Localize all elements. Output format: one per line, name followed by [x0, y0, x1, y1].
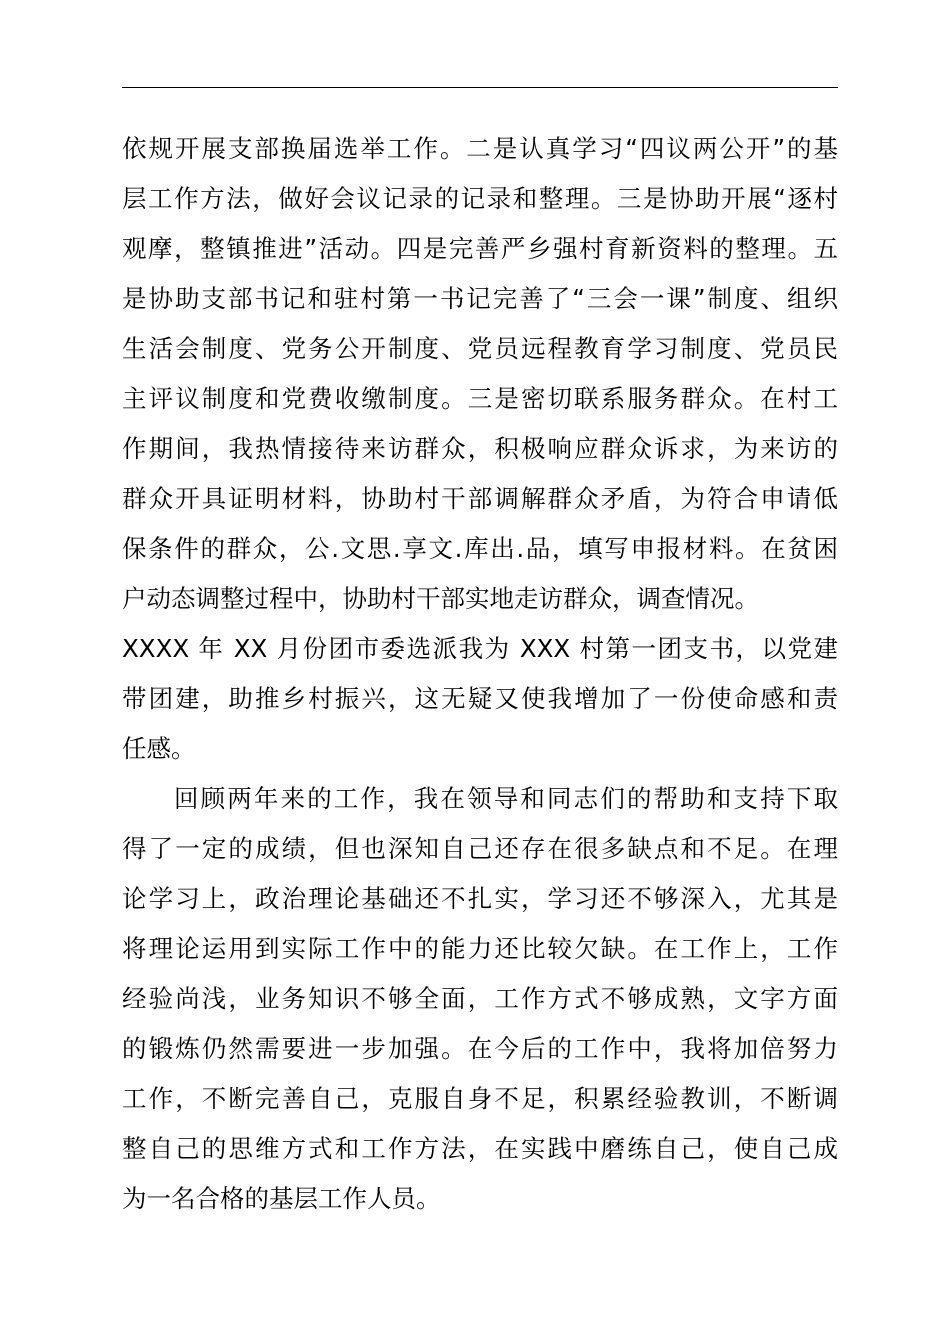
text-line: 得了一定的成绩，但也深知自己还存在很多缺点和不足。在理 [122, 834, 838, 863]
text-line: 为一名合格的基层工作人员。 [122, 1184, 441, 1213]
text-line: 观摩，整镇推进”活动。四是完善严乡强村育新资料的整理。五 [122, 234, 838, 263]
text-line: 依规开展支部换届选举工作。二是认真学习“四议两公开”的基 [122, 134, 838, 163]
text-line: 回顾两年来的工作，我在领导和同志们的帮助和支持下取 [174, 784, 838, 813]
paragraph-2 [122, 774, 838, 1224]
header-rule [122, 87, 838, 88]
text-line: 是协助支部书记和驻村第一书记完善了“三会一课”制度、组织 [122, 284, 838, 313]
text-line: 生活会制度、党务公开制度、党员远程教育学习制度、党员民 [122, 334, 838, 363]
text-line: 主评议制度和党费收缴制度。三是密切联系服务群众。在村工 [122, 384, 838, 413]
text-line: 工作，不断完善自己，克服自身不足，积累经验教训，不断调 [122, 1084, 838, 1113]
text-line: 作期间，我热情接待来访群众，积极响应群众诉求，为来访的 [122, 434, 838, 463]
text-line: 带团建，助推乡村振兴，这无疑又使我增加了一份使命感和责 [122, 684, 838, 713]
text-line: XXXX 年 XX 月份团市委选派我为 XXX 村第一团支书，以党建 [122, 634, 838, 663]
text-line: 将理论运用到实际工作中的能力还比较欠缺。在工作上，工作 [122, 934, 838, 963]
text-line: 层工作方法，做好会议记录的记录和整理。三是协助开展“逐村 [122, 184, 838, 213]
text-line: 经验尚浅，业务知识不够全面，工作方式不够成熟，文字方面 [122, 984, 838, 1013]
body-text [122, 124, 838, 1224]
text-line: 保条件的群众，公.文思.享文.库出.品，填写申报材料。在贫困 [122, 534, 838, 563]
text-line: 任感。 [122, 734, 196, 763]
text-line: 整自己的思维方式和工作方法，在实践中磨练自己，使自己成 [122, 1134, 838, 1163]
text-line: 户动态调整过程中，协助村干部实地走访群众，调查情况。 [122, 584, 759, 613]
paragraph-1 [122, 124, 838, 774]
text-line: 论学习上，政治理论基础还不扎实，学习还不够深入，尤其是 [122, 884, 838, 913]
text-line: 群众开具证明材料，协助村干部调解群众矛盾，为符合申请低 [122, 484, 838, 513]
text-line: 的锻炼仍然需要进一步加强。在今后的工作中，我将加倍努力 [122, 1034, 838, 1063]
